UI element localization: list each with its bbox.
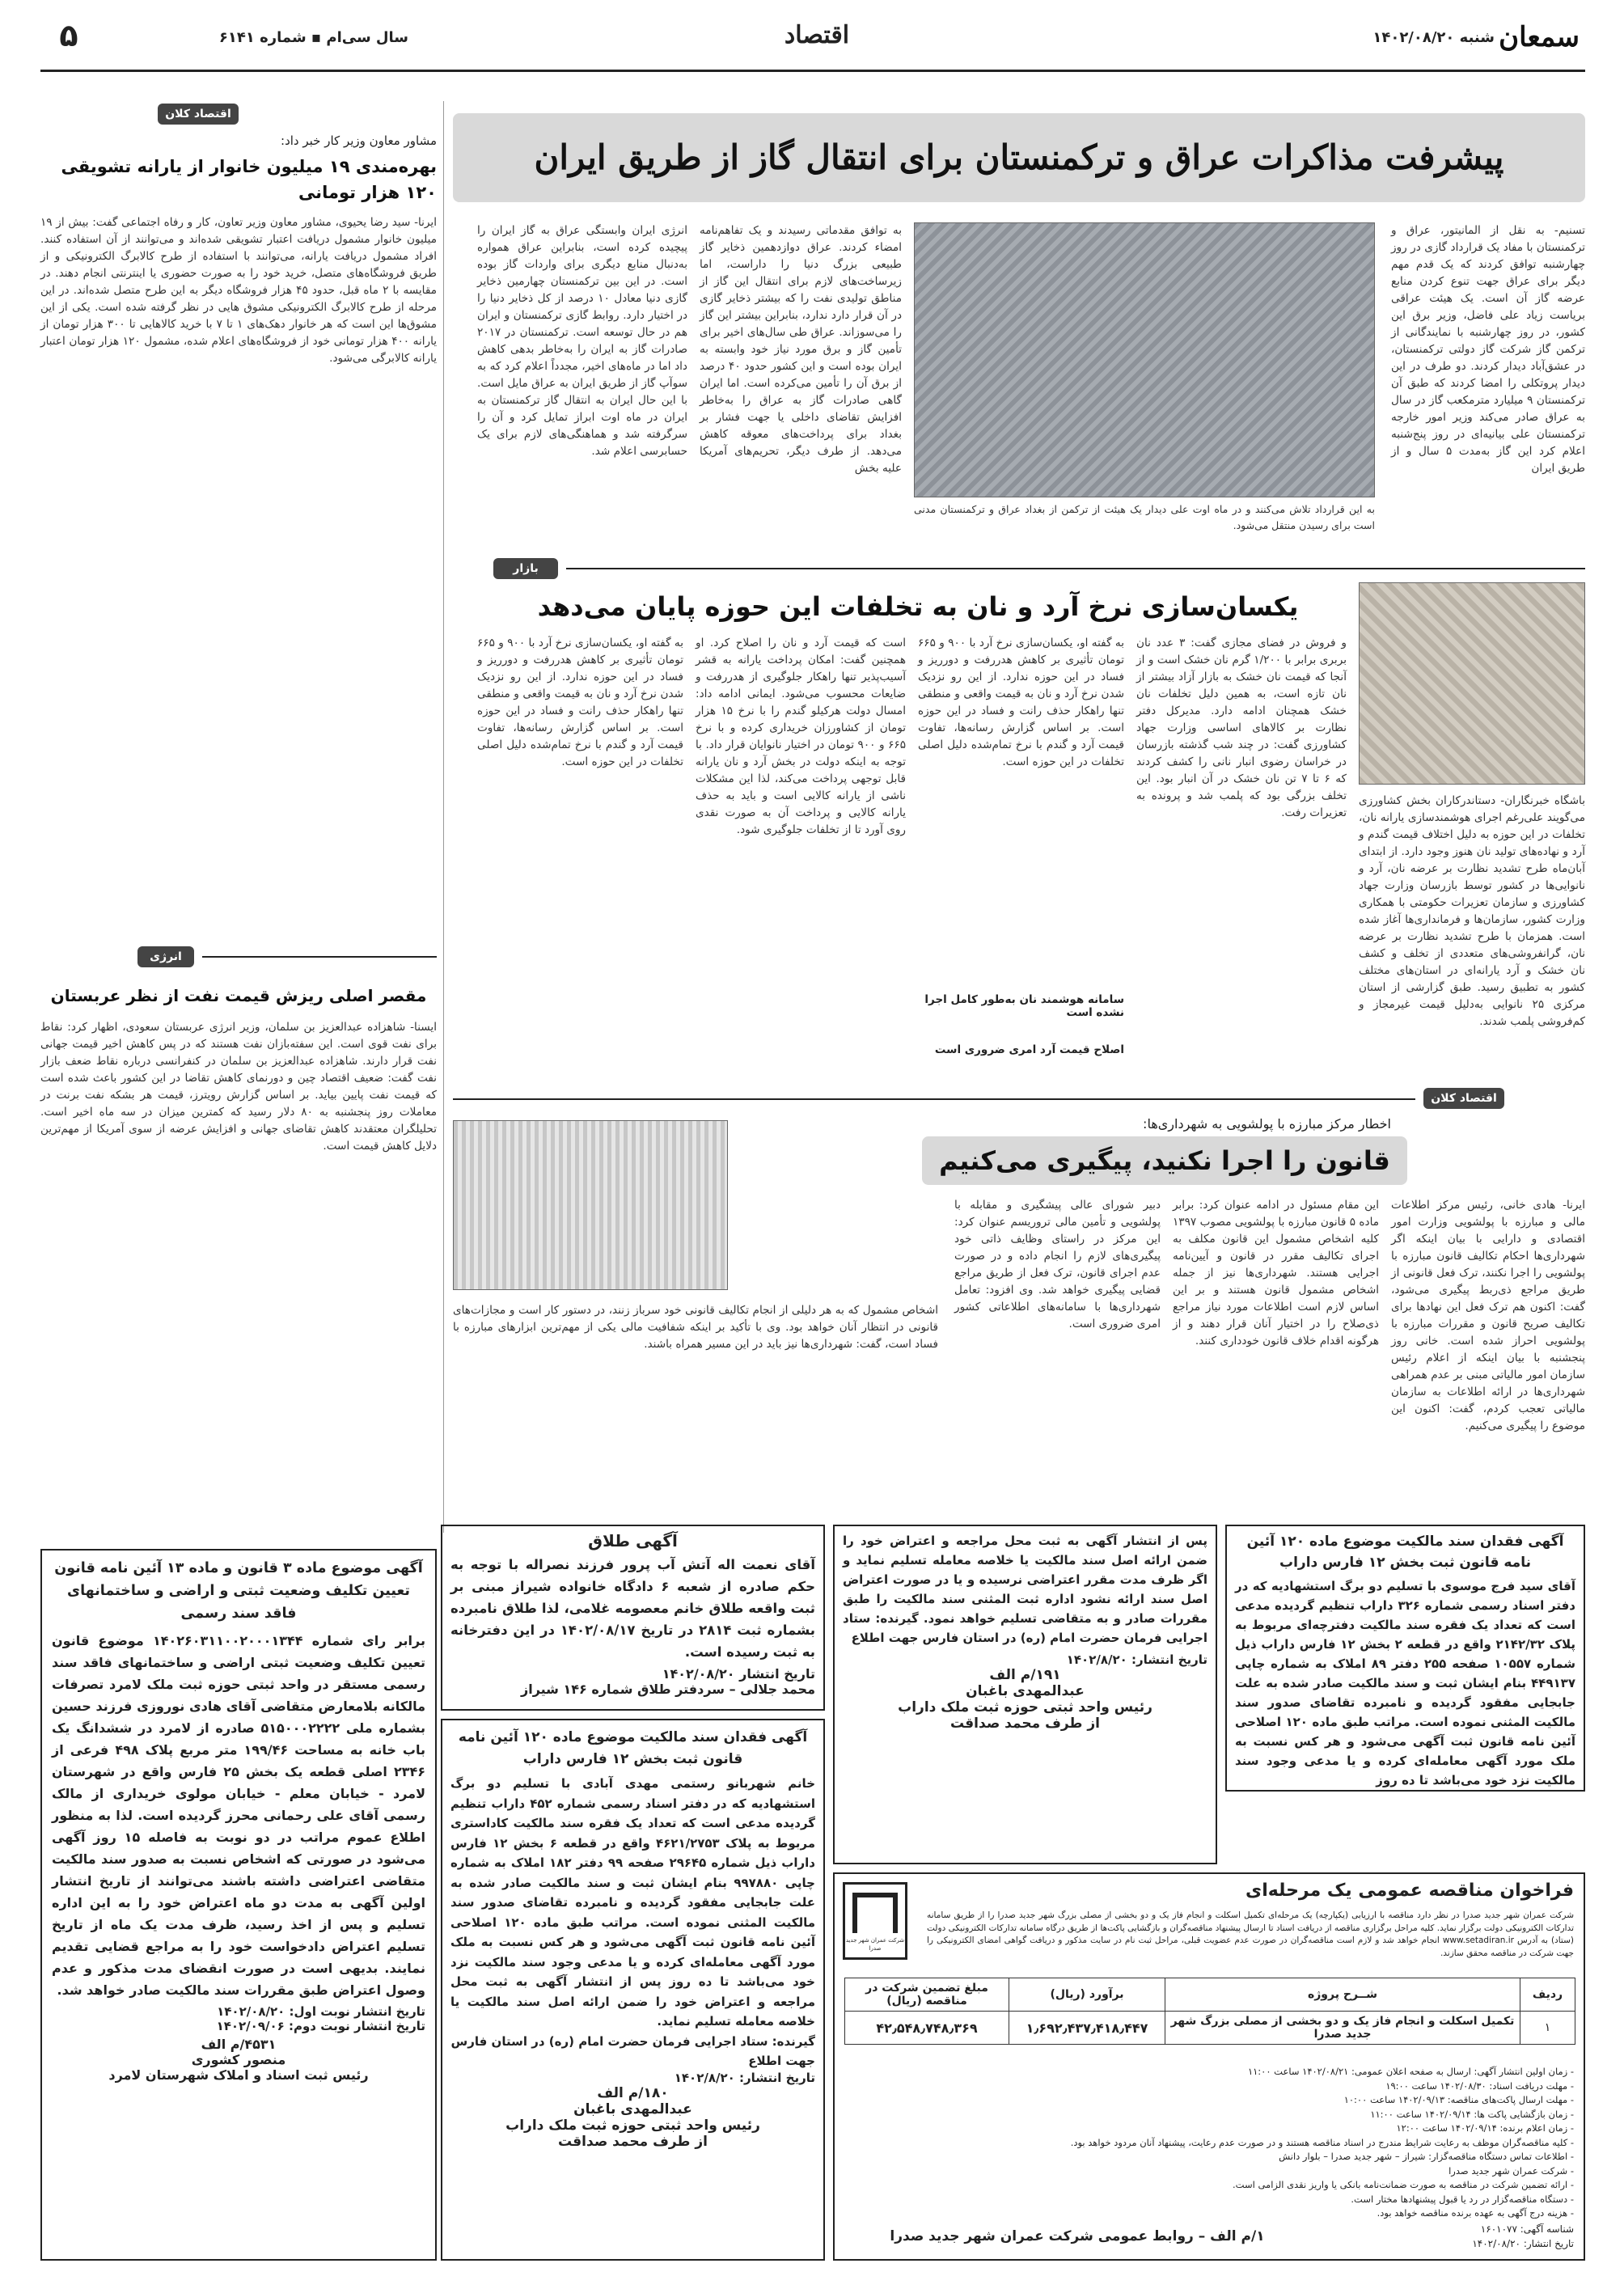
- ad-deed-right-body: آقای سید فرج موسوی با تسلیم دو برگ استشهادیه که در دفتر اسناد رسمی شماره ۳۲۶ داراب تنظیم گردیده مدعی است که تعداد یک فقره سند مالکیت دفترچه‌ای مربوط به پلاک ۲۱۴۲/۳۲ واقع در قطعه ۲ بخش ۱۲ فارس داراب ذیل شماره ۱۰۵۵۷ صفحه ۲۵۵ دفتر ۸۹ املاک به شماره چاپی ۴۴۹۱۳۷ بنام ایشان ثبت و سند مالکیت صادر شده به علت جابجایی مفقود گردیده و نامبرده تقاضای صدور سند مالکیت المثنی نموده است. مراتب طبق ماده ۱۲۰ اصلاحی آئین نامه قانون ثبت آگهی می‌شود و هر کس نسبت به ملک مورد آگهی معامله‌ای کرده و یا مدعی وجود سند مالکیت نزد خود می‌باشد تا ده روز: [1235, 1579, 1576, 1787]
- tender-detail-line: - ارائه تضمین شرکت در مناقصه به صورت ضمانت‌نامه بانکی یا واریز نقدی الزامی است.: [1233, 2179, 1574, 2190]
- ad-deed-mid-body: پس از انتشار آگهی به ثبت محل مراجعه و اعتراض خود را ضمن ارائه اصل سند مالکیت یا خلاصه معامله تسلیم نماید و اگر ظرف مدت مقرر اعتراضی نرسیده و یا در صورت اعتراض اصل سند ارائه نشود اداره ثبت المثنی سند مالکیت را طبق مقررات صادر و به متقاضی تسلیم خواهد نمود. گیرنده: ستاد اجرایی فرمان حضرت امام (ره) در استان فارس جهت اطلاع: [843, 1534, 1207, 1645]
- bazaar-tag-rule: [566, 568, 1585, 569]
- lead-headline-band: [453, 113, 1585, 202]
- law-section-tag: اقتصاد کلان: [1423, 1088, 1504, 1109]
- issue-date: شنبه ۱۴۰۲/۰۸/۲۰: [1372, 29, 1495, 46]
- lead-headline: پیشرفت مذاکرات عراق و ترکمنستان برای انتقال گاز از طریق ایران: [534, 137, 1504, 177]
- oil-section-tag: انرژی: [137, 946, 194, 967]
- ad-lamerd-date-2: تاریخ انتشار نوبت دوم: ۱۴۰۲/۰۹/۰۶: [216, 2019, 425, 2033]
- ad-deed-bottom-signer-2: رئیس واحد ثبتی حوزه ثبت ملک داراب: [505, 2117, 760, 2134]
- tender-footer: ۱/م الف – روابط عمومی شرکت عمران شهر جدید صدرا: [890, 2228, 1265, 2244]
- oil-body: ایسنا- شاهزاده عبدالعزیز بن سلمان، وزیر انرژی عربستان سعودی، اظهار کرد: نقاط برای نفت قوی است. این سفته‌بازان نفت هستند که در پس کاهش اخیر قیمت جهانی نفت قرار دارند. شاهزاده عبدالعزیز بن سلمان در کنفرانسی درباره نقاط ضعف بازار نفت گفت: ضعیف اقتصاد چین و دورنمای کاهش تقاضا در این کشور باعث شده است که قیمت نفت پایین بیاید. بر اساس گزارش رویترز، قیمت هر بشکه نفت برنت در معاملات روز پنجشنبه به ۸۰ دلار رسید که کمترین میزان در سه ماه اخیر است. تحلیلگران معتقدند کاهش تقاضای جهانی و افزایش عرضه از سوی آمریکا از مهم‌ترین دلایل کاهش قیمت است.: [40, 1021, 437, 1153]
- ad-deed-bottom-signer-3: از طرف محمد صداقت: [558, 2133, 708, 2150]
- sidebar-section-tag: اقتصاد کلان: [158, 104, 239, 125]
- newspaper-logo: سمعان: [1499, 21, 1580, 53]
- law-headline: قانون را اجرا نکنید، پیگیری می‌کنیم: [939, 1145, 1390, 1176]
- ad-deed-mid: [833, 1525, 1217, 1864]
- ad-deed-bottom-code: ۱۸۰/م الف: [597, 2084, 669, 2101]
- tender-detail-line: - زمان بازگشایی پاکت ها: ۱۴۰۲/۰۹/۱۴ ساعت ۱۱:۰۰: [1370, 2108, 1574, 2120]
- tender-col-row: ردیف: [1520, 1978, 1575, 2012]
- ad-lamerd-signer-2: رئیس ثبت اسناد و املاک شهرستان لامرد: [108, 2067, 369, 2083]
- oil-headline: مقصر اصلی ریزش قیمت نفت از نظر عربستان: [50, 986, 427, 1005]
- ad-deed-bottom-body: خانم شهربانو رستمی مهدی آبادی با تسلیم دو برگ استشهادیه که در دفتر اسناد رسمی شماره ۴۵۲ داراب تنظیم گردیده مدعی است که تعداد یک فقره سند مالکیت کاداستری مربوط به پلاک ۴۶۲۱/۲۷۵۳ واقع در قطعه ۶ بخش ۱۲ فارس داراب ذیل شماره ۲۹۶۴۵ صفحه ۹۹ دفتر ۱۸۲ املاک به شماره چاپی ۹۹۷۸۸۰ بنام ایشان ثبت و سند مالکیت صادر شده به علت جابجایی مفقود گردیده و نامبرده تقاضای صدور سند مالکیت المثنی نموده است. مراتب طبق ماده ۱۲۰ اصلاحی آئین نامه قانون ثبت آگهی می‌شود و هر کس نسبت به ملک مورد آگهی معامله‌ای کرده و یا مدعی وجود سند مالکیت نزد خود می‌باشد تا ده روز پس از انتشار آگهی به ثبت محل مراجعه و اعتراض خود را ضمن ارائه اصل سند مالکیت یا خلاصه معامله تسلیم نماید.: [450, 1776, 816, 2029]
- ad-deed-mid-signer-2: رئیس واحد ثبتی حوزه ثبت ملک داراب: [898, 1699, 1152, 1716]
- bazaar-col-5: به گفته او، یکسان‌سازی نرخ آرد با ۹۰۰ و ۶۶۵ تومان تأثیری بر کاهش هدررفت و دورریز و فساد در این حوزه ندارد. از این رو نزدیک شدن نرخ آرد و نان به قیمت واقعی و منطقی تنها راهکار حذف رانت و فساد در این حوزه است. بر اساس گزارش رسانه‌ها، تفاوت قیمت آرد و گندم با نرخ تمام‌شده دلیل اصلی تخلفات در این حوزه است.: [477, 637, 683, 768]
- tender-col-estimate: برآورد (ریال): [1009, 1978, 1165, 2012]
- tender-logo-icon: [852, 1893, 898, 1933]
- bazaar-subhead-1: سامانه هوشمند نان به‌طور کامل اجرا نشده است: [924, 993, 1124, 1019]
- tender-col-guarantee: مبلغ تضمین شرکت در مناقصه (ریال): [845, 1978, 1009, 2012]
- table-row: [845, 2012, 1575, 2045]
- tender-detail-line: - زمان اولین انتشار آگهی: ارسال به صفحه اعلان عمومی: ۱۴۰۲/۰۸/۲۱ ساعت ۱۱:۰۰: [1247, 2066, 1574, 2077]
- law-photo-gavel-money: [453, 1120, 728, 1290]
- ad-tender: [833, 1872, 1585, 2261]
- ad-deed-mid-signer-3: از طرف محمد صداقت: [950, 1716, 1100, 1732]
- bazaar-col-1: باشگاه خبرنگاران- دستاندرکاران بخش کشاورزی می‌گویند علی‌رغم اجرای هوشمندسازی یارانه نان، تخلفات در این حوزه به دلیل اختلاف قیمت گندم و آرد و نهاده‌های تولید نان هنوز وجود دارد. از ابتدای آبان‌ماه طرح تشدید نظارت بر عرضه نان، آرد و نانوایی‌ها در کشور توسط بازرسان وزارت جهاد کشاورزی و سازمان تعزیرات حکومتی با همکاری وزارت کشور، سازمان‌ها و فرمانداری‌ها آغاز شده است. همزمان با طرح تشدید نظارت بر عرضه نان، گرانفروشی‌های متعددی از تخلف و کشف نان خشک و آرد یارانه‌ای در استان‌های مختلف کشور به تطبیق رسید. طبق گزارشی از استان مرکزی ۲۵ نانوایی به‌دلیل قیمت غیرمجاز و کم‌فروشی پلمب شدند.: [1359, 794, 1585, 1028]
- ad-lamerd-signer-1: منصور کشوری: [191, 2052, 286, 2067]
- law-col-1: ایرنا- هادی خانی، رئیس مرکز اطلاعات مالی و مبارزه با پولشویی وزارت امور اقتصادی و دارایی با بیان اینکه اگر شهرداری‌ها احکام تکالیف قانون مبارزه با پولشویی را اجرا نکنند، ترک فعل قانونی از طریق مراجع ذی‌ربط پیگیری می‌شود، گفت: اکنون هم ترک فعل این نهادها برای تکالیف صریح قانون و مقررات مبارزه با پولشویی احراز شده است. خانی روز پنجشنبه با بیان اینکه از اعلام رئیس سازمان امور مالیاتی مبنی بر عدم همراهی شهرداری‌ها در ارائه اطلاعات به سازمان مالیاتی تعجب کردم، گفت: اکنون این موضوع را پیگیری می‌کنیم.: [1391, 1199, 1585, 1432]
- tender-detail-line: - هزینه درج آگهی به عهده برنده مناقصه خواهد بود.: [1377, 2207, 1574, 2219]
- ad-lamerd-code: ۴۵۳۱/م الف: [201, 2037, 277, 2052]
- ad-deed-right-title: آگهی فقدان سند مالکیت موضوع ماده ۱۲۰ آئین نامه قانون ثبت بخش ۱۲ فارس داراب: [1246, 1534, 1564, 1571]
- bazaar-subhead-2: اصلاح قیمت آرد امری ضروری است: [934, 1043, 1124, 1056]
- masthead: [0, 0, 1624, 99]
- sidebar-headline: بهره‌مندی ۱۹ میلیون خانوار از یارانه تشویقی ۱۲۰ هزار تومانی: [61, 157, 437, 202]
- oil-tag-rule: [202, 956, 437, 958]
- tender-cell: ۴۲٫۵۴۸٫۷۴۸٫۳۶۹: [845, 2012, 1009, 2045]
- ad-deed-right: [1225, 1525, 1585, 1792]
- tender-detail-line: - اطلاعات تماس دستگاه مناقصه‌گزار: شیراز – شهر جدید صدرا – بلوار دانش: [1279, 2151, 1574, 2162]
- law-col-4: اشخاص مشمول که به هر دلیلی از انجام تکالیف قانونی خود سرباز زنند، در دستور کار است و مجازات‌های قانونی در انتظار آنان خواهد بود. وی با تأکید بر اینکه شفافیت مالی یکی از مهم‌ترین ابزارهای مبارزه با فساد است، گفت: شهرداری‌ها نیز باید در این مسیر همراه باشند.: [453, 1304, 938, 1351]
- bazaar-col-3: به گفته او، یکسان‌سازی نرخ آرد با ۹۰۰ و ۶۶۵ تومان تأثیری بر کاهش هدررفت و دورریز و فساد در این حوزه ندارد. از این رو نزدیک شدن نرخ آرد و نان به قیمت واقعی و منطقی تنها راهکار حذف رانت و فساد در این حوزه است. بر اساس گزارش رسانه‌ها، تفاوت قیمت آرد و گندم با نرخ تمام‌شده دلیل اصلی تخلفات در این حوزه است.: [918, 637, 1124, 768]
- ad-lamerd: [40, 1549, 437, 2261]
- page-number: ۵: [59, 18, 78, 53]
- tender-logo: [843, 1882, 907, 1960]
- lead-col-2: به توافق مقدماتی رسیدند و یک تفاهم‌نامه امضاء کردند. عراق دوازدهمین ذخایر گاز طبیعی بزرگ دنیا را داراست، اما زیرساخت‌های لازم برای انتقال این گاز از مناطق تولیدی نفت را که بیشتر ذخایر گازی در آن قرار دارد ندارد، بنابراین بیشتر این گاز را می‌سوزاند. عراق طی سال‌های اخیر برای تأمین گاز و برق مورد نیاز خود وابسته به ایران بوده است و این کشور حدود ۴۰ درصد از برق آن را تأمین می‌کرده است. اما ایران گاهی صادرات گاز به عراق را به‌خاطر افزایش تقاضای داخلی یا جهت فشار بر بغداد برای پرداخت‌های معوقه کاهش می‌دهد. از طرف دیگر، تحریم‌های آمریکا علیه بخش: [700, 224, 902, 475]
- ad-deed-mid-code: ۱۹۱/م الف: [989, 1667, 1061, 1683]
- tender-org-label: شرکت عمران شهر جدید صدرا: [845, 1937, 905, 1952]
- ad-lamerd-body: برابر رای شماره ۱۴۰۲۶۰۳۱۱۰۰۲۰۰۰۱۳۴۴ موضوع قانون تعیین تکلیف وضعیت ثبتی اراضی و ساختمانهای فاقد سند رسمی مستقر در واحد ثبتی حوزه ثبت ملک لامرد تصرفات مالکانه بلامعارض متقاضی آقای هادی نوروزی فرزند حسین بشماره ملی ۵۱۵۰۰۰۲۲۲۲ صادره از لامرد در ششدانگ یک باب خانه به مساحت ۱۹۹/۴۶ متر مربع پلاک ۴۹۸ فرعی از ۲۳۴۶ اصلی قطعه یک بخش ۲۵ فارس واقع در شهرستان لامرد - خیابان معلم - خیابان مولوی خریداری از مالک رسمی آقای علی رحمانی محرز گردیده است. لذا به منظور اطلاع عموم مراتب در دو نوبت به فاصله ۱۵ روز آگهی می‌شود در صورتی که اشخاص نسبت به صدور سند مالکیت متقاضی اعتراضی داشته باشند می‌توانند از تاریخ انتشار اولین آگهی به مدت دو ماه اعتراض خود را به این اداره تسلیم و پس از اخذ رسید، ظرف مدت یک ماه از تاریخ تسلیم اعتراض دادخواست خود را به مراجع قضایی تقدیم نمایند. بدیهی است در صورت انقضای مدت مذکور و عدم وصول اعتراض طبق مقررات سند مالکیت صادر خواهد شد.: [52, 1633, 426, 1998]
- tender-detail-line: - کلیه مناقصه‌گران موظف به رعایت شرایط مندرج در اسناد مناقصه هستند و در صورت عدم رعایت، پیشنهاد آنان مردود خواهد بود.: [1070, 2136, 1574, 2148]
- ad-lamerd-date-1: تاریخ انتشار نوبت اول: ۱۴۰۲/۰۸/۲۰: [217, 2004, 425, 2019]
- issue-number: سال سی‌ام ▪ شماره ۶۱۴۱: [218, 29, 408, 46]
- bazaar-section-tag: بازار: [493, 558, 558, 579]
- ad-deed-bottom: [441, 1719, 825, 2261]
- tender-title: فراخوان مناقصه عمومی یک مرحله‌ای: [1245, 1881, 1574, 1901]
- tender-detail-line: - زمان اعلام برنده: ۱۴۰۲/۰۹/۱۴ ساعت ۱۲:۰۰: [1396, 2122, 1574, 2134]
- section-title: اقتصاد: [784, 21, 850, 49]
- ad-divorce: [441, 1525, 825, 1711]
- sidebar-kicker: مشاور معاون وزیر کار خبر داد:: [281, 133, 437, 148]
- ad-divorce-body: آقای نعمت اله آتش آب پرور فرزند نصراله با توجه به حکم صادره از شعبه ۶ دادگاه خانواده شیراز مبنی بر ثبت واقعه طلاق خانم معصومه غلامی، لذا طلاق نامبرده بشماره ثبت ۲۸۱۴ در تاریخ ۱۴۰۲/۰۸/۱۷ در این دفترخانه به ثبت رسیده است.: [450, 1557, 815, 1660]
- tender-notice-id: شناسه آگهی: ۱۶۰۱۰۷۷: [1480, 2223, 1574, 2235]
- sidebar-body: ایرنا- سید رضا یحیوی، مشاور معاون وزیر تعاون، کار و رفاه اجتماعی گفت: بیش از ۱۹ میلیون خانوار مشمول دریافت اعتبار تشویقی شده‌اند و می‌توانند از آن استفاده کنند. افراد مشمول دریافت یارانه، می‌توانند با استفاده از طرح کالابرگ الکترونیکی و از طریق فروشگاه‌های متصل، خرید خود را به صورت حضوری یا اینترنتی انجام دهند. در مقایسه با ۲ ماه قبل، حدود ۴۵ هزار فروشگاه دیگر به این طرح متصل شده‌اند. در این مرحله از طرح کالابرگ الکترونیکی مشوق هایی در نظر گرفته شده است. یکی از این مشوق‌ها این است که هر خانوار دهک‌های ۱ تا ۷ با خرید کالاهایی تا ۳۰۰ هزار تومان از یارانه ۴۰۰ هزار تومانی خود از فروشگاه‌های اعلام شده، مشمول ۱۲۰ هزار تومان اعتبار یارانه کالابرگی می‌شود.: [40, 216, 437, 365]
- lead-photo-caption: به این قرارداد تلاش می‌کنند و در ماه اوت علی دیدار یک هیئت از ترکمن از بغداد عراق و ترکمنستان مدنی است برای رسیدن منتقل می‌شود.: [914, 503, 1375, 531]
- law-col-2: این مقام مسئول در ادامه عنوان کرد: برابر ماده ۵ قانون مبارزه با پولشویی مصوب ۱۳۹۷ کلیه اشخاص مشمول این قانون مکلف به اجرای تکالیف مقرر در قانون و آیین‌نامه اجرایی هستند. شهرداری‌ها نیز از جمله اشخاص مشمول قانون هستند و بر این اساس لازم است اطلاعات مورد نیاز مراجع ذی‌صلاح را در اختیار آنان قرار دهند و از هرگونه اقدام خلاف قانون خودداری کنند.: [1173, 1199, 1379, 1347]
- ad-divorce-title: آگهی طلاق: [588, 1531, 678, 1551]
- lead-photo-gas-pipeline: [914, 222, 1375, 497]
- ad-deed-bottom-date: تاریخ انتشار: ۱۴۰۲/۸/۲۰: [674, 2070, 815, 2085]
- tender-intro: شرکت عمران شهر جدید صدرا در نظر دارد مناقصه با ارزیابی (یکپارچه) یک مرحله‌ای تکمیل اسکلت و انجام فاز یک و دو بخشی از مصلی بزرگ شهر جدید صدرا را از طریق سامانه تدارکات الکترونیکی دولت برگزار نماید. کلیه مراحل برگزاری مناقصه از دریافت اسناد تا ارسال پیشنهاد مناقصه‌گران و بازگشایی پاکت‌ها از طریق درگاه سامانه تدارکات الکترونیکی دولت (ستاد) به آدرس www.setadiran.ir انجام خواهد شد و لازم است مناقصه‌گران در صورت عدم عضویت قبلی، مراحل ثبت نام در سایت مذکور و دریافت گواهی امضای الکترونیکی را جهت شرکت در مناقصه محقق سازند.: [927, 1910, 1574, 1958]
- sidebar-divider: [443, 101, 444, 1533]
- tender-cell: ۱: [1520, 2012, 1575, 2045]
- law-tag-rule: [453, 1098, 1415, 1100]
- bazaar-headline: یکسان‌سازی نرخ آرد و نان به تخلفات این حوزه پایان می‌دهد: [537, 591, 1299, 622]
- law-col-3: دبیر شورای عالی پیشگیری و مقابله با پولشویی و تأمین مالی تروریسم عنوان کرد: این مرکز در راستای وظایف ذاتی خود پیگیری‌های لازم را انجام داده و در صورت عدم اجرای قانون، ترک فعل از طریق مراجع قضایی پیگیری خواهد شد. وی افزود: تعامل شهرداری‌ها با سامانه‌های اطلاعاتی کشور امری ضروری است.: [954, 1199, 1161, 1331]
- ad-deed-mid-date: تاریخ انتشار: ۱۴۰۲/۸/۲۰: [1066, 1652, 1207, 1667]
- law-headline-band: [922, 1136, 1407, 1185]
- tender-table: [844, 1978, 1575, 2045]
- masthead-rule: [40, 70, 1585, 72]
- tender-cell: ۱٫۶۹۲٫۴۳۷٫۴۱۸٫۴۴۷: [1009, 2012, 1165, 2045]
- lead-col-1: تسنیم- به نقل از المانیتور، عراق و ترکمنستان با مفاد یک قرارداد گازی در روز چهارشنبه توافق کردند که یک قدم مهم دیگر برای عراق جهت تنوع کردن منابع عرضه گاز آن است. یک هیئت عراقی بریاست زیاد علی فاضل، وزیر برق این کشور، در روز چهارشنبه با نمایندگانی از ترکمن گاز شرکت گاز دولتی ترکمنستان، در عشق‌آباد دیدار کردند. دو طرف در این دیدار پروتکلی را امضا کردند که طبق آن ترکمنستان ۹ میلیارد مترمکعب گاز در سال به عراق صادر می‌کند وزیر امور خارجه ترکمنستان علی بیانیه‌ای در روز پنج‌شنبه اعلام کرد این گاز به‌مدت ۵ سال و از طریق ایران: [1391, 224, 1586, 475]
- ad-lamerd-title: آگهی موضوع ماده ۳ قانون و ماده ۱۳ آئین نامه قانون تعیین تکلیف وضعیت ثبتی و اراضی و ساختمانهای فاقد سند رسمی: [54, 1560, 423, 1622]
- law-kicker: اخطار مرکز مبارزه با پولشویی به شهرداری‌ها:: [1143, 1116, 1391, 1132]
- bazaar-col-2: و فروش در فضای مجازی گفت: ۳ عدد نان بربری برابر با ۱/۲۰۰ گرم نان خشک است و از آنجا که قیمت نان خشک به بازار آزاد بیشتر از نان تازه است، به همین دلیل تخلفات نان خشک همچنان ادامه دارد. مدیرکل دفتر نظارت بر کالاهای اساسی وزارت جهاد کشاورزی گفت: در چند شب گذشته بازرسان در خراسان رضوی انبار نانی را کشف کردند که ۶ تا ۷ تن نان خشک در آن انبار بود. این تخلف بزرگی بود که پلمب شد و پرونده به تعزیرات رفت.: [1136, 637, 1347, 819]
- ad-deed-mid-signer-1: عبدالمهدی باغبان: [966, 1683, 1085, 1699]
- tender-col-project: شــرح پروژه: [1165, 1978, 1520, 2012]
- tender-pub-date: تاریخ انتشار: ۱۴۰۲/۰۸/۲۰: [1472, 2238, 1574, 2249]
- ad-divorce-date: تاریخ انتشار ۱۴۰۲/۰۸/۲۰: [662, 1666, 815, 1682]
- tender-cell: تکمیل اسکلت و انجام فاز یک و دو بخشی از مصلی بزرگ شهر جدید صدرا: [1165, 2012, 1520, 2045]
- tender-detail-line: - شرکت عمران شهر جدید صدرا: [1448, 2164, 1574, 2177]
- tender-detail-line: - دستگاه مناقصه‌گزار در رد یا قبول پیشنهادها مختار است.: [1351, 2193, 1574, 2205]
- ad-deed-bottom-recipient: گیرنده: ستاد اجرایی فرمان حضرت امام (ره) در استان فارس جهت اطلاع: [450, 2033, 815, 2068]
- bazaar-col-4: است که قیمت آرد و نان را اصلاح کرد. او همچنین گفت: امکان پرداخت یارانه به قشر آسیب‌پذیر تنها راهکار جلوگیری از هدررفت و ضایعات محسوب می‌شود. ایمانی ادامه داد: امسال دولت هرکیلو گندم را با نرخ ۱۵ هزار تومان از کشاورزان خریداری کرده و با نرخ ۶۶۵ و ۹۰۰ تومان در اختیار نانوایان قرار داد. با توجه به اینکه دولت در بخش آرد و نان یارانه قابل توجهی پرداخت می‌کند، لذا این مشکلات ناشی از یارانه کالایی است و باید به حذف یارانه کالایی و پرداخت آن به صورت نقدی روی آورد تا از تخلفات جلوگیری شود.: [696, 637, 906, 836]
- tender-detail-line: - مهلت دریافت اسناد: ۱۴۰۲/۰۸/۳۰ ساعت ۱۹:۰۰: [1385, 2079, 1574, 2092]
- bazaar-photo-bakery: [1359, 582, 1585, 785]
- tender-table-wrap: [844, 1978, 1575, 2057]
- ad-divorce-signer: محمد جلالی – سردفتر طلاق شماره ۱۴۶ شیراز: [521, 1682, 815, 1697]
- tender-detail-line: - مهلت ارسال پاکت‌های مناقصه: ۱۴۰۲/۰۹/۱۳ ساعت ۱۰:۰۰: [1343, 2094, 1574, 2105]
- lead-col-3: انرژی ایران وابستگی عراق به گاز ایران را پیچیده کرده است، بنابراین عراق همواره به‌دنبال منابع دیگری برای واردات گاز بوده است. در این بین ترکمنستان چهارمین ذخایر گازی دنیا معادل ۱۰ درصد از کل ذخایر دنیا را در اختیار دارد. روابط گازی ترکمنستان و ایران هم در حال توسعه است. ترکمنستان در ۲۰۱۷ صادرات گاز به ایران را به‌خاطر بدهی کاهش داد اما در ماه‌های اخیر، مجدداً اعلام کرد که به سوآپ گاز از طریق ایران به عراق مایل است. با این حال ایران به انتقال گاز ترکمنستان به ایران در ماه اوت ابراز تمایل کرد و آن را سرگرفته شد و هماهنگی‌های لازم برای یک حسابرسی اعلام شد.: [477, 224, 687, 458]
- ad-deed-bottom-signer-1: عبدالمهدی باغبان: [573, 2101, 692, 2117]
- ad-deed-bottom-title: آگهی فقدان سند مالکیت موضوع ماده ۱۲۰ آئین نامه قانون ثبت بخش ۱۲ فارس داراب: [458, 1729, 808, 1767]
- tender-details: [843, 2065, 1574, 2223]
